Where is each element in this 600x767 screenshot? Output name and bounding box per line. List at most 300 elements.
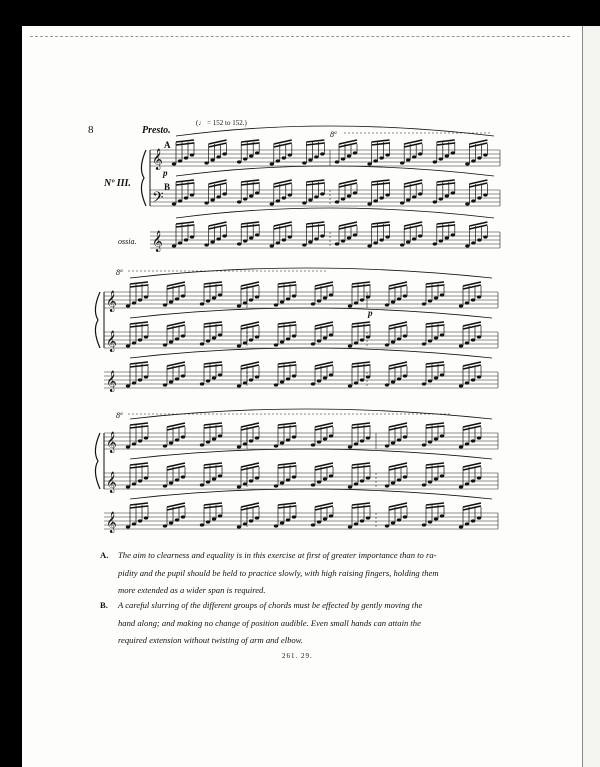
notehead [169,481,173,484]
beam [241,183,259,185]
beam [278,463,296,465]
label-a: A [164,140,171,150]
notehead [418,192,422,195]
beam [204,282,222,284]
notehead [200,483,204,486]
notehead [320,234,324,237]
notehead [204,243,208,246]
notehead [397,478,401,481]
notehead [385,383,389,386]
notehead [175,377,179,380]
notehead [308,240,312,243]
notehead [311,483,315,486]
slur [130,308,492,318]
dynamic-p-2: p [368,308,373,318]
footnote-a [100,547,498,600]
notehead [255,476,259,479]
notehead [138,439,142,442]
notehead [222,234,226,237]
notehead [311,523,315,526]
notehead [218,434,222,437]
notehead [465,442,469,445]
page-number: 8 [88,124,94,136]
plate-number: 261. 29. [282,652,313,660]
beam [306,143,324,145]
clef-glyph: 𝄞 [152,231,163,252]
notehead [144,375,148,378]
notehead [471,241,475,244]
notehead [126,485,130,488]
notehead [132,381,136,384]
beam [278,506,296,508]
notehead [163,524,167,527]
clef-glyph: 𝄞 [106,291,117,312]
beam [306,225,324,227]
notehead [317,299,321,302]
notehead [249,194,253,197]
ossia-label: ossia. [118,237,137,246]
clef-glyph: 𝄞 [106,371,117,392]
notehead [360,378,364,381]
notehead [366,335,370,338]
notehead [422,382,426,385]
beam [204,426,222,428]
notehead [270,162,274,165]
notehead [237,200,241,203]
notehead [379,238,383,241]
notehead [385,153,389,156]
notehead [477,436,481,439]
notehead [280,380,284,383]
beam [352,466,370,468]
notehead [190,193,194,196]
beam [352,362,370,364]
notehead [274,484,278,487]
notehead [422,302,426,305]
notehead [367,202,371,205]
notehead [249,154,253,157]
notehead [335,200,339,203]
notehead [459,445,463,448]
notehead [169,340,173,343]
notehead [204,161,208,164]
notehead [406,198,410,201]
notehead [286,297,290,300]
clef-glyph: 𝄢 [152,189,164,210]
notehead [353,191,357,194]
beam [352,322,370,324]
notehead [181,294,185,297]
notehead [323,517,327,520]
notehead [445,154,449,157]
beam [204,362,222,364]
notehead [237,242,241,245]
beam [426,463,444,465]
notehead [440,474,444,477]
clef-glyph: 𝄞 [152,149,163,170]
notehead [353,151,357,154]
notehead [434,376,438,379]
notehead [302,201,306,204]
notehead [216,195,220,198]
notehead [286,438,290,441]
notehead [373,241,377,244]
notehead [471,479,475,482]
notehead [144,516,148,519]
notehead [403,515,407,518]
beam [437,180,455,182]
notehead [428,299,432,302]
notehead [288,235,292,238]
notehead [255,295,259,298]
notehead [379,156,383,159]
notehead [422,523,426,526]
beam [372,180,390,182]
notehead [483,193,487,196]
notehead [354,341,358,344]
footnote-a-line-3: more extended as a wider span is required. [118,585,266,595]
notehead [222,192,226,195]
notehead [400,243,404,246]
footnote-a-line-2: pidity and the pupil should be held to practice slowly, with high raising fingers, holding them [118,567,439,578]
notehead [218,333,222,336]
notehead [286,337,290,340]
beam [426,426,444,428]
beam [426,322,444,324]
beam [130,285,148,287]
slur [176,126,494,136]
brace [95,433,100,489]
notehead [347,236,351,239]
notehead [403,334,407,337]
notehead [391,441,395,444]
clef-glyph: 𝄞 [106,331,117,352]
notehead [451,191,455,194]
notehead [255,335,259,338]
notehead [440,514,444,517]
beam [426,503,444,505]
beam [130,423,148,425]
notehead [206,339,210,342]
notehead [385,343,389,346]
notehead [126,384,130,387]
notehead [354,301,358,304]
notehead [286,377,290,380]
notehead [477,238,481,241]
beam [426,506,444,508]
beam [306,140,324,142]
notehead [391,481,395,484]
beam [278,322,296,324]
beam [426,365,444,367]
notehead [172,162,176,165]
notehead [237,344,241,347]
notehead [433,242,437,245]
notehead [288,193,292,196]
notehead [422,483,426,486]
footnote-b [100,597,498,650]
notehead [218,474,222,477]
clef-glyph: 𝄞 [106,432,117,453]
beam [437,140,455,142]
notehead [311,342,315,345]
notehead [237,445,241,448]
beam [278,362,296,364]
notehead [163,343,167,346]
notehead [379,196,383,199]
beam [352,325,370,327]
beam [176,225,194,227]
beam [278,282,296,284]
beam [130,325,148,327]
notehead [400,201,404,204]
beam [204,463,222,465]
notehead [317,480,321,483]
notehead [274,383,278,386]
beam [130,426,148,428]
notehead [445,236,449,239]
notehead [175,438,179,441]
notehead [163,383,167,386]
footnote-b-line-3: required extension without twisting of arm and elbow. [118,635,303,645]
notehead [329,514,333,517]
notehead [243,442,247,445]
notehead [311,382,315,385]
beam [204,285,222,287]
slur [130,449,492,459]
notehead [471,439,475,442]
notehead [181,374,185,377]
notehead [178,199,182,202]
notehead [288,153,292,156]
notehead [212,296,216,299]
notehead [348,384,352,387]
notehead [169,441,173,444]
notehead [433,160,437,163]
notehead [292,374,296,377]
notehead [348,445,352,448]
footnote-a-line-1: The aim to clearness and equality is in this exercise at first of greater importance than to ra- [118,550,437,560]
beam [372,140,390,142]
notehead [317,440,321,443]
notehead [206,520,210,523]
notehead [200,302,204,305]
notehead [418,234,422,237]
notehead [403,294,407,297]
beam [352,503,370,505]
notehead [366,436,370,439]
notehead [391,340,395,343]
notehead [181,475,185,478]
notehead [270,244,274,247]
notehead [181,515,185,518]
notehead [360,338,364,341]
notehead [302,243,306,246]
notehead [391,380,395,383]
notehead [126,525,130,528]
notehead [274,444,278,447]
notehead [255,375,259,378]
notehead [274,524,278,527]
tempo-marking: Presto. [142,125,171,136]
notehead [163,484,167,487]
notehead [132,341,136,344]
notehead [465,301,469,304]
notehead [406,158,410,161]
beam [241,225,259,227]
beam [130,466,148,468]
notehead [465,482,469,485]
notehead [175,297,179,300]
notehead [341,239,345,242]
notehead [172,202,176,205]
notehead [320,192,324,195]
beam [204,322,222,324]
notehead [360,439,364,442]
notehead [200,523,204,526]
beam [176,143,194,145]
notehead [317,379,321,382]
notehead [249,479,253,482]
beam [130,506,148,508]
notehead [323,376,327,379]
notehead [347,194,351,197]
notehead [459,304,463,307]
brace [141,150,146,206]
notehead [477,156,481,159]
notehead [132,442,136,445]
notehead [465,162,469,165]
notehead [144,436,148,439]
beam [437,183,455,185]
notehead [255,151,259,154]
notehead [274,343,278,346]
notehead [243,341,247,344]
notehead [451,151,455,154]
notehead [249,519,253,522]
notehead [200,382,204,385]
beam [278,426,296,428]
exercise-number: Nº III. [104,178,131,189]
notehead [243,239,247,242]
notehead [218,514,222,517]
beam [241,180,259,182]
notehead [218,373,222,376]
notehead [347,154,351,157]
notehead [206,480,210,483]
notehead [428,339,432,342]
slur [130,489,492,499]
notehead [169,380,173,383]
notehead [282,238,286,241]
beam [130,503,148,505]
notehead [434,336,438,339]
notehead [175,337,179,340]
notehead [255,516,259,519]
notehead [385,303,389,306]
notehead [439,239,443,242]
notehead [397,377,401,380]
notehead [126,344,130,347]
label-b: B [164,182,171,192]
footnote-b-line-1: A careful slurring of the different groups of chords must be effected by gently moving the [118,600,423,610]
notehead [366,295,370,298]
octave-mark-3: 8ª [116,411,123,420]
notehead [126,304,130,307]
notehead [323,437,327,440]
notehead [292,475,296,478]
notehead [302,161,306,164]
notehead [471,519,475,522]
notehead [212,437,216,440]
notehead [397,438,401,441]
notehead [206,379,210,382]
beam [204,506,222,508]
beam [204,423,222,425]
beam [437,225,455,227]
notehead [465,381,469,384]
notehead [422,443,426,446]
notehead [249,378,253,381]
notehead [282,156,286,159]
notehead [311,443,315,446]
notehead [465,522,469,525]
notehead [276,159,280,162]
notehead [206,440,210,443]
notehead [132,301,136,304]
notehead [255,233,259,236]
notehead [471,338,475,341]
notehead [329,293,333,296]
notehead [471,159,475,162]
notehead [400,161,404,164]
notehead [323,336,327,339]
notehead [237,485,241,488]
notehead [348,344,352,347]
notehead [329,333,333,336]
notehead [181,334,185,337]
notehead [206,299,210,302]
beam [278,503,296,505]
notehead [465,244,469,247]
slur [130,268,492,278]
notehead [138,479,142,482]
notehead [317,520,321,523]
notehead [314,195,318,198]
notehead [216,155,220,158]
notehead [360,519,364,522]
notehead [440,293,444,296]
notehead [335,160,339,163]
notehead [249,298,253,301]
notehead [175,478,179,481]
beam [278,325,296,327]
notehead [138,378,142,381]
notehead [483,153,487,156]
notehead [445,194,449,197]
notehead [483,235,487,238]
notehead [391,300,395,303]
notehead [412,237,416,240]
notehead [212,336,216,339]
notehead [465,341,469,344]
notehead [190,153,194,156]
notehead [163,303,167,306]
notehead [144,335,148,338]
notehead [329,474,333,477]
beam [306,222,324,224]
notehead [190,235,194,238]
